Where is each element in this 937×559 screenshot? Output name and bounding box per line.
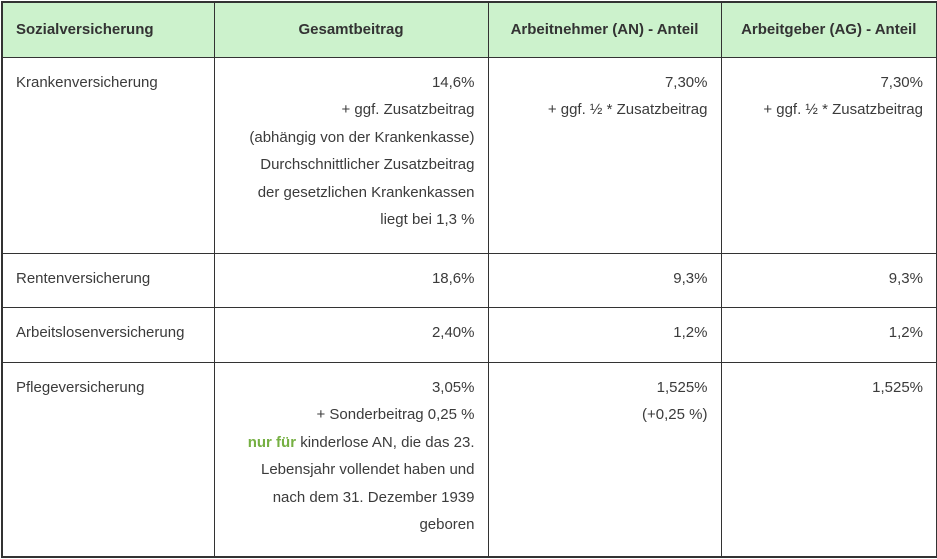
column-header-gesamtbeitrag: Gesamtbeitrag [214,2,488,57]
cell-line: 9,3% [673,269,708,287]
cell-line: + Sonderbeitrag 0,25 % [316,406,475,424]
cell-ag-anteil [721,253,937,307]
header-row [2,2,937,57]
cell-line: 9,3% [888,269,923,287]
table-row-pflegeversicherung [2,362,937,557]
cell-line: Rentenversicherung [16,269,151,287]
sozialversicherung-table [1,1,937,558]
cell-line-highlighted [228,429,475,457]
cell-an-anteil [488,362,721,557]
cell-line: 2,40% [431,323,475,341]
cell-line: 7,30% [664,73,708,91]
cell-gesamtbeitrag [214,253,488,307]
cell-gesamtbeitrag [214,362,488,557]
cell-insurance-name [2,253,214,307]
cell-gesamtbeitrag [214,307,488,362]
cell-an-anteil [488,307,721,362]
table-row-rentenversicherung [2,253,937,307]
table-row-krankenversicherung [2,57,937,253]
cell-line: + ggf. ½ * Zusatzbeitrag [547,101,708,119]
column-header-sozialversicherung: Sozialversicherung [2,2,214,57]
cell-line: + ggf. ½ * Zusatzbeitrag [763,101,923,119]
cell-an-anteil [488,253,721,307]
cell-line: Arbeitslosenversicherung [16,323,185,341]
cell-line: Pflegeversicherung [16,378,145,396]
cell-line: 3,05% [431,378,475,396]
column-header-an-anteil: Arbeitnehmer (AN) - Anteil [488,2,721,57]
cell-line: der gesetzlichen Krankenkassen [257,183,475,201]
cell-line: geboren [419,516,475,534]
cell-line: 1,525% [872,378,923,396]
cell-line: Lebensjahr vollendet haben und [260,461,475,479]
cell-line: (abhängig von der Krankenkasse) [249,128,475,146]
cell-ag-anteil [721,307,937,362]
cell-line: + ggf. Zusatzbeitrag [341,101,475,119]
cell-an-anteil [488,57,721,253]
cell-line: nach dem 31. Dezember 1939 [272,488,475,506]
highlight-rest-text: kinderlose AN, die das 23. [296,433,475,451]
cell-line: (+0,25 %) [642,406,708,424]
cell-line: 7,30% [880,73,923,91]
cell-line: 14,6% [431,73,475,91]
cell-insurance-name [2,362,214,557]
cell-line: 1,2% [888,323,923,341]
cell-insurance-name [2,307,214,362]
highlight-nur-fuer: nur für [247,433,297,451]
cell-line: Krankenversicherung [16,73,158,91]
table-row-arbeitslosenversicherung [2,307,937,362]
cell-line: 18,6% [431,269,475,287]
cell-line: 1,2% [673,323,708,341]
column-header-ag-anteil: Arbeitgeber (AG) - Anteil [721,2,937,57]
cell-line: 1,525% [656,378,708,396]
cell-ag-anteil [721,362,937,557]
cell-ag-anteil [721,57,937,253]
cell-insurance-name [2,57,214,253]
cell-line: Durchschnittlicher Zusatzbeitrag [260,156,475,174]
cell-gesamtbeitrag [214,57,488,253]
cell-line: liegt bei 1,3 % [380,211,475,229]
